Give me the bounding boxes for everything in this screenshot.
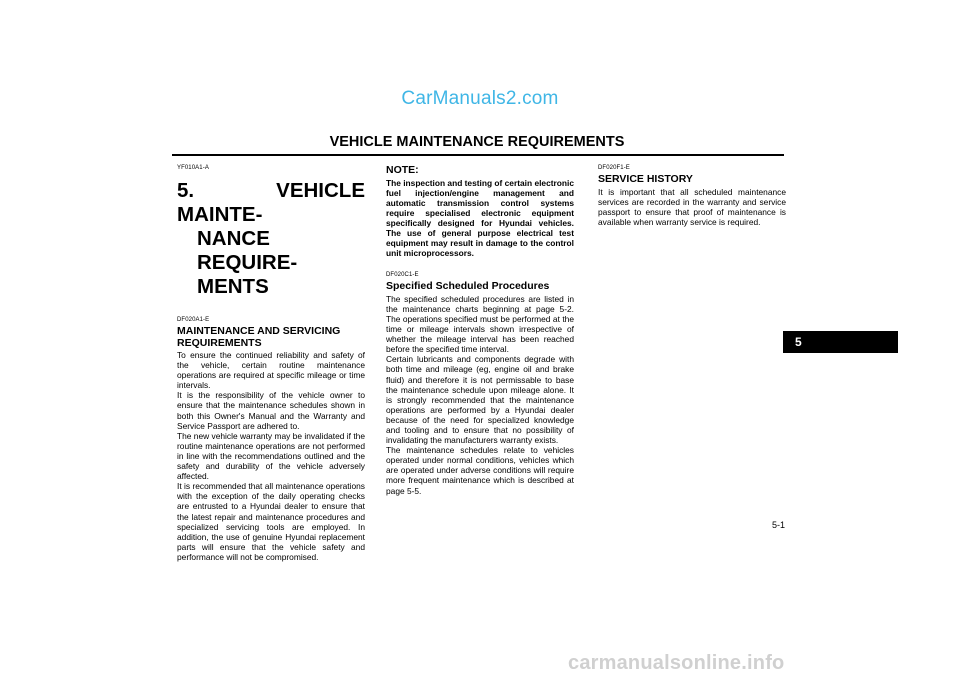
chapter-title-line: NANCE REQUIRE- <box>197 227 298 274</box>
header-divider <box>172 154 784 156</box>
chapter-title <box>177 179 365 299</box>
watermark-bottom: carmanualsonline.info <box>568 652 785 674</box>
paragraph: The new vehicle warranty may be invalidated if the routine maintenance operations are not performed in line with the recommendations outlined and the safety and durability of the vehicle adversely affected. <box>177 430 365 482</box>
paragraph: The specified scheduled procedures are listed in the maintenance charts beginning at page 5-2. The operations specified must be performed at the time or mileage intervals shown irrespective of whether the mileage interval has been reached before the specified time interval. <box>386 293 574 355</box>
column-middle <box>386 165 574 496</box>
chapter-title-line: 5. VEHICLE MAINTE- <box>177 179 365 226</box>
chapter-tab: 5 <box>783 331 898 353</box>
chapter-code: YF010A1-A <box>177 165 209 171</box>
section-heading-specified-procedures: Specified Scheduled Procedures <box>386 280 550 293</box>
section-code: DF020F1-E <box>598 165 630 171</box>
page-number: 5-1 <box>771 520 785 530</box>
note-heading: NOTE: <box>386 164 419 176</box>
chapter-title-line: MENTS <box>197 275 269 298</box>
section-heading-maintenance: MAINTENANCE AND SERVICING REQUIREMENTS <box>177 325 341 349</box>
paragraph: It is important that all scheduled maintenance services are recorded in the warranty and service passport to ensure that proof of maintenance is available when warranty service is required. <box>598 186 786 227</box>
paragraph: To ensure the continued reliability and safety of the vehicle, certain routine maintenance operations are required at specific mileage or time intervals. <box>177 350 365 391</box>
paragraph: It is recommended that all maintenance operations with the exception of the daily operating checks are entrusted to a Hyundai dealer to ensure that the latest repair and maintenance procedures and specialized servicing tools are employed. In addition, the use of genuine Hyundai replacement parts will ensure that the vehicle safety and performance will not be compromised. <box>177 481 365 562</box>
section-heading-service-history: SERVICE HISTORY <box>598 173 693 185</box>
watermark-top: CarManuals2.com <box>401 88 559 109</box>
note-text: The inspection and testing of certain electronic fuel injection/engine management and automatic transmission control systems require specialised electronic equipment specifically designed for Hyundai vehicles. The use of general purpose electrical test equipment may result in damage to the control unit microprocessors. <box>386 177 575 259</box>
section-code: DF020C1-E <box>386 272 419 279</box>
paragraph: The maintenance schedules relate to vehicles operated under normal conditions, vehicles which are operated under adverse conditions will require more frequent maintenance which is described at page 5-5. <box>386 445 574 496</box>
column-right <box>598 165 786 227</box>
page-header-title: VEHICLE MAINTENANCE REQUIREMENTS <box>329 134 625 150</box>
paragraph: It is the responsibility of the vehicle owner to ensure that the maintenance schedules shown in both this Owner's Manual and the Warranty and Service Passport are adhered to. <box>177 390 365 431</box>
section-code: DF020A1-E <box>177 317 210 323</box>
paragraph: Certain lubricants and components degrade with both time and mileage (eg, engine oil and brake fluid) and therefore it is not permissable to base the maintenance schedule upon mileage alone. It is strongly recommended that the maintenance operations are performed by a Hyundai dealer because of the need for specialized knowledge and tooling and to ensure that no possibility of invalidating the manufacturers warranty exists. <box>386 354 574 446</box>
column-left <box>177 165 365 562</box>
